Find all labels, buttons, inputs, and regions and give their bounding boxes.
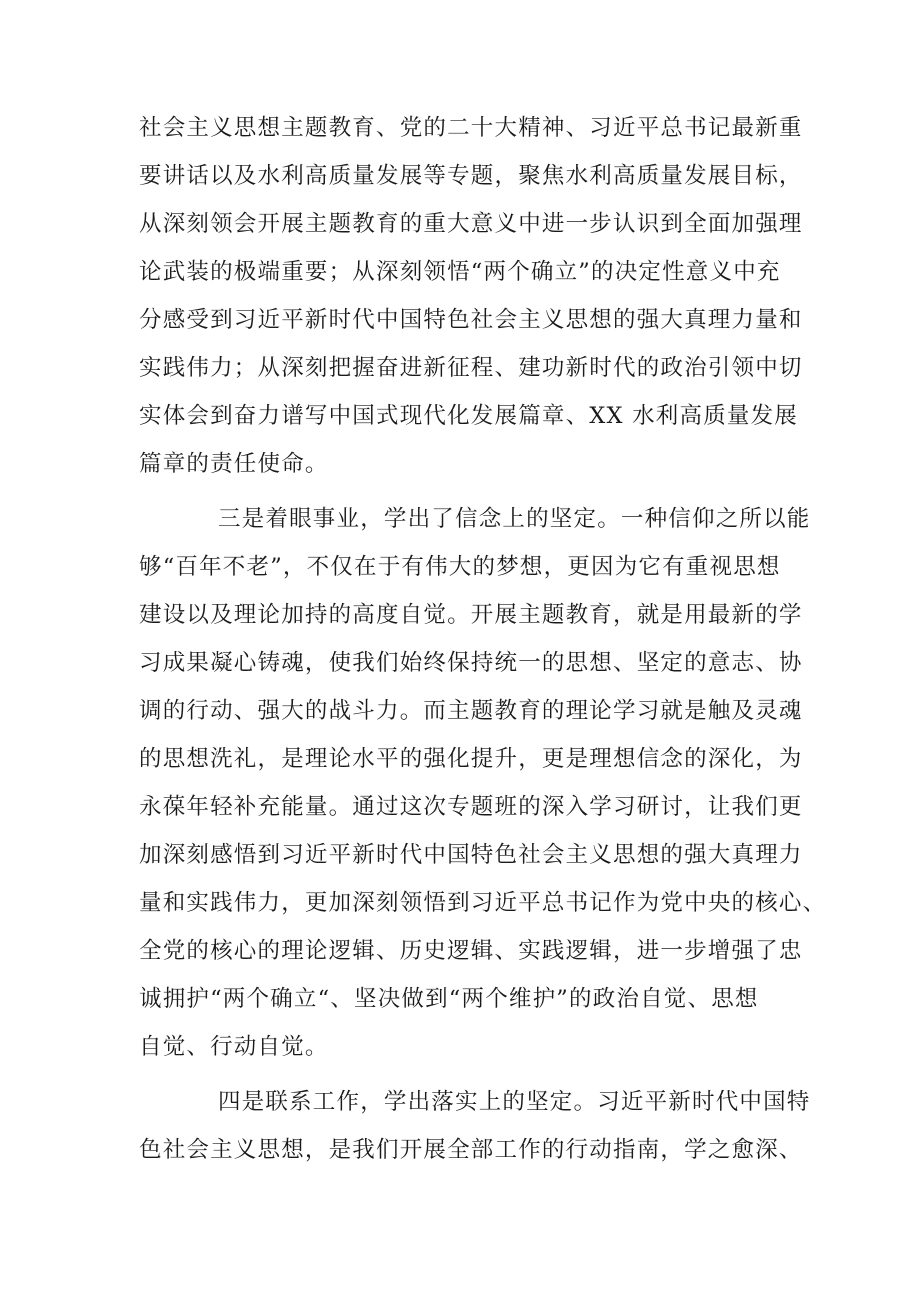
text-line: 诚拥护“两个确立“、坚决做到“两个维护”的政治自觉、思想 (139, 986, 759, 1012)
text-line: 社会主义思想主题教育、党的二十大精神、习近平总书记最新重 (139, 115, 803, 141)
paragraph-start-line: 四是联系工作，学出落实上的坚定。习近平新时代中国特 (218, 1089, 811, 1115)
paragraph-start-line: 三是着眼事业，学出了信念上的坚定。一种信仰之所以能 (218, 506, 811, 532)
text-line: 分感受到习近平新时代中国特色社会主义思想的强大真理力量和 (139, 307, 803, 333)
text-line: 的思想洗礼，是理论水平的强化提升，更是理想信念的深化，为 (139, 746, 803, 772)
text-line: 从深刻领会开展主题教育的重大意义中进一步认识到全面加强理 (139, 211, 803, 237)
text-line: 实践伟力；从深刻把握奋进新征程、建功新时代的政治引领中切 (139, 355, 803, 381)
text-line: 篇章的责任使命。 (139, 451, 329, 477)
text-line: 建设以及理论加持的高度自觉。开展主题教育，就是用最新的学 (139, 602, 803, 628)
text-line: 色社会主义思想，是我们开展全部工作的行动指南，学之愈深、 (139, 1137, 803, 1163)
text-line: 量和实践伟力，更加深刻领悟到习近平总书记作为党中央的核心、 (139, 890, 827, 916)
text-line: 论武装的极端重要；从深刻领悟“两个确立”的决定性意义中充 (139, 259, 781, 285)
text-line: 调的行动、强大的战斗力。而主题教育的理论学习就是触及灵魂 (139, 698, 803, 724)
text-line: 习成果凝心铸魂，使我们始终保持统一的思想、坚定的意志、协 (139, 650, 803, 676)
text-line: 加深刻感悟到习近平新时代中国特色社会主义思想的强大真理力 (139, 842, 803, 868)
text-line: 实体会到奋力谱写中国式现代化发展篇章、XX 水利高质量发展 (139, 403, 798, 429)
text-line: 自觉、行动自觉。 (139, 1034, 329, 1060)
text-line: 永葆年轻补充能量。通过这次专题班的深入学习研讨，让我们更 (139, 794, 803, 820)
text-line: 全党的核心的理论逻辑、历史逻辑、实践逻辑，进一步增强了忠 (139, 938, 803, 964)
text-line: 要讲话以及水利高质量发展等专题，聚焦水利高质量发展目标， (139, 163, 803, 189)
text-line: 够“百年不老”，不仅在于有伟大的梦想，更因为它有重视思想 (139, 554, 781, 580)
